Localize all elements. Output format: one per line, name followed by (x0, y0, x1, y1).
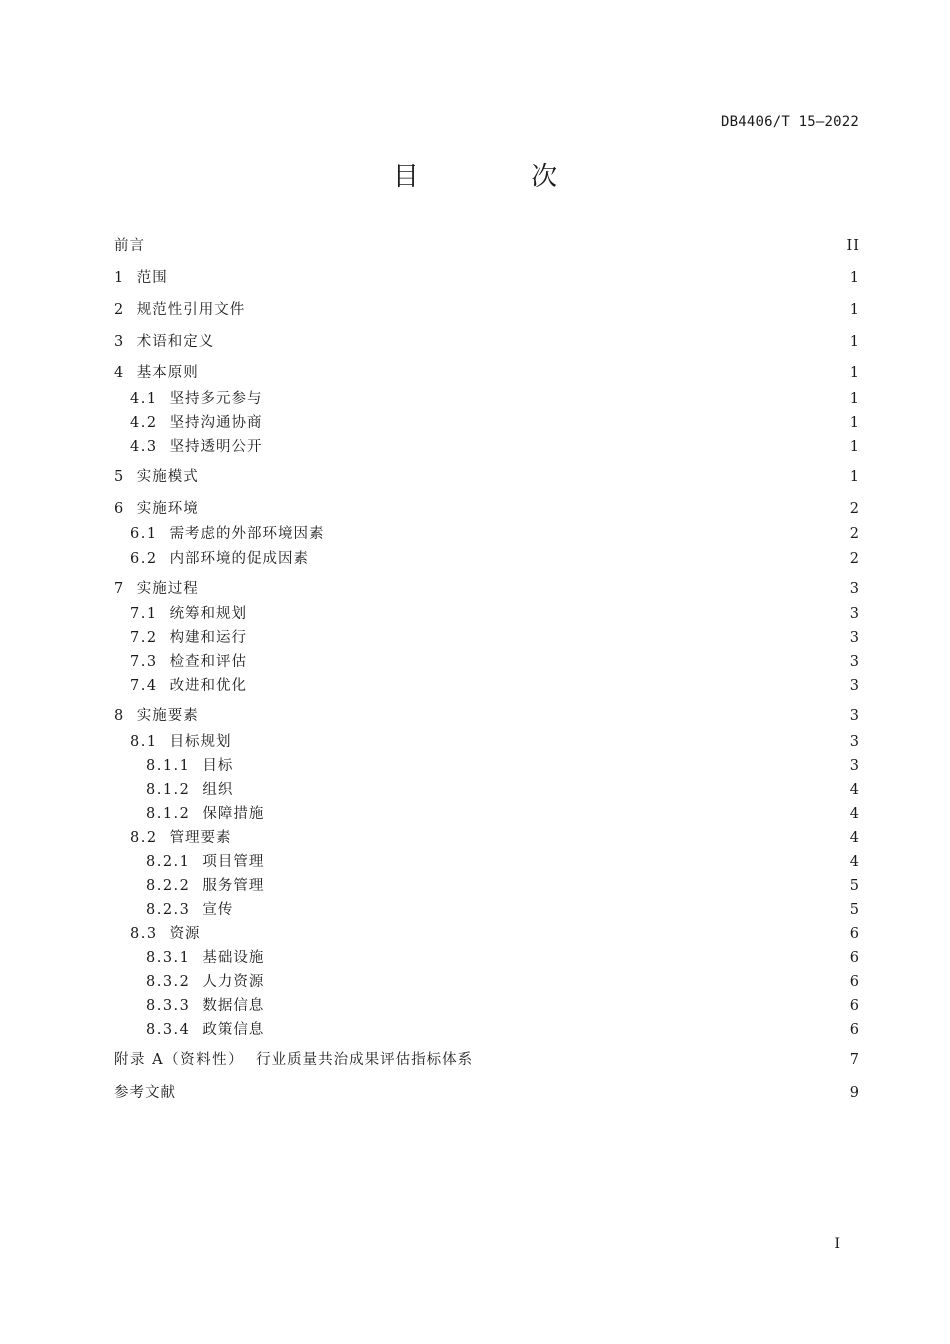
toc-entry-label: 内部环境的促成因素 (169, 551, 310, 567)
toc-entry-label: 规范性引用文件 (136, 302, 246, 318)
toc-leader-dots (236, 828, 846, 848)
toc-entry-label: 坚持多元参与 (169, 391, 263, 407)
toc-entry[interactable] (146, 756, 860, 776)
toc-entry[interactable] (114, 706, 860, 726)
toc-entry[interactable] (130, 549, 860, 569)
toc-leader-dots (203, 499, 846, 519)
toc-entry[interactable] (146, 876, 860, 896)
toc-entry-label: 目标规划 (169, 734, 232, 750)
toc-entry[interactable] (130, 628, 860, 648)
toc-entry-number: 1 (114, 270, 125, 286)
toc-entry-page: 5 (849, 902, 860, 918)
toc-leader-dots (172, 268, 846, 288)
toc-entry-number: 7.1 (130, 606, 158, 622)
toc-entry[interactable] (130, 828, 860, 848)
toc-entry[interactable] (146, 780, 860, 800)
toc-entry[interactable] (114, 1083, 860, 1103)
toc-leader-dots (267, 437, 846, 457)
toc-entry-page: 3 (849, 678, 860, 694)
toc-leader-dots (251, 604, 846, 624)
toc-entry-number: 8.2 (130, 830, 158, 846)
toc-entry-page: 4 (849, 854, 860, 870)
toc-entry-page: 3 (849, 758, 860, 774)
toc-entry[interactable] (146, 804, 860, 824)
toc-entry-label: 资源 (169, 926, 201, 942)
toc-entry-page: 6 (849, 926, 860, 942)
toc-entry-page: 3 (849, 734, 860, 750)
toc-entry-label: 管理要素 (169, 830, 232, 846)
toc-entry-number: 8.2.1 (146, 854, 191, 870)
toc-entry[interactable] (130, 924, 860, 944)
toc-entry[interactable] (130, 676, 860, 696)
toc-entry[interactable] (114, 268, 860, 288)
toc-entry-label: 参考文献 (114, 1085, 176, 1101)
toc-entry-page: 3 (849, 606, 860, 622)
toc-leader-dots (237, 756, 845, 776)
toc-leader-dots (329, 524, 846, 544)
toc-leader-dots (268, 1020, 845, 1040)
toc-entry-page: 1 (849, 391, 860, 407)
toc-leader-dots (237, 780, 845, 800)
toc-entry-label: 前言 (114, 238, 145, 254)
toc-entry-page: 6 (849, 974, 860, 990)
toc-entry-page: 3 (849, 708, 860, 724)
toc-entry-label: 行业质量共治成果评估指标体系 (256, 1052, 474, 1068)
toc-entry-label: 基本原则 (136, 365, 199, 381)
toc-entry-page: 1 (849, 365, 860, 381)
toc-entry-label: 坚持透明公开 (169, 439, 263, 455)
toc-entry-number: 4.3 (130, 439, 158, 455)
toc-leader-dots (268, 852, 845, 872)
toc-entry-page: 4 (849, 830, 860, 846)
toc-entry-page: 3 (849, 581, 860, 597)
toc-entry-label: 宣传 (202, 902, 234, 918)
toc-entry-page: 1 (849, 270, 860, 286)
toc-entry[interactable] (114, 236, 860, 256)
toc-entry-label: 目标 (202, 758, 234, 774)
toc-entry-page: 3 (849, 630, 860, 646)
toc-leader-dots (268, 948, 845, 968)
toc-entry[interactable] (114, 363, 860, 383)
toc-entry-page: 2 (849, 551, 860, 567)
toc-entry-number: 8.2.2 (146, 878, 191, 894)
toc-entry[interactable] (146, 900, 860, 920)
toc-entry-page: 2 (849, 526, 860, 542)
toc-entry-number: 8.3.1 (146, 950, 191, 966)
toc-entry-label: 术语和定义 (136, 334, 215, 350)
toc-entry-page: 9 (849, 1085, 860, 1101)
toc-entry-number: 8.3.2 (146, 974, 191, 990)
toc-entry-page: 3 (849, 654, 860, 670)
toc-entry[interactable] (130, 652, 860, 672)
toc-leader-dots (251, 652, 846, 672)
toc-entry-label: 需考虑的外部环境因素 (169, 526, 325, 542)
toc-entry-number: 2 (114, 302, 125, 318)
toc-entry-number: 附录 A（资料性） (114, 1052, 245, 1068)
toc-entry-number: 8.3 (130, 926, 158, 942)
toc-leader-dots (251, 676, 846, 696)
toc-entry-page: 1 (849, 469, 860, 485)
toc-entry-number: 8 (114, 708, 125, 724)
toc-entry[interactable] (130, 413, 860, 433)
toc-entry-number: 7.4 (130, 678, 158, 694)
toc-leader-dots (267, 413, 846, 433)
toc-entry-number: 4.1 (130, 391, 158, 407)
toc-entry[interactable] (130, 389, 860, 409)
toc-entry-number: 8.3.3 (146, 998, 191, 1014)
toc-entry-label: 构建和运行 (169, 630, 248, 646)
toc-entry-page: 4 (849, 806, 860, 822)
toc-leader-dots (249, 300, 846, 320)
toc-entry[interactable] (146, 996, 860, 1016)
toc-entry[interactable] (114, 332, 860, 352)
toc-entry-number: 4.2 (130, 415, 158, 431)
toc-entry-label: 实施要素 (136, 708, 199, 724)
toc-entry-page: 1 (849, 334, 860, 350)
toc-entry-label: 数据信息 (202, 998, 265, 1014)
toc-entry-number: 6 (114, 501, 125, 517)
toc-entry-page: 4 (849, 782, 860, 798)
toc-entry[interactable] (130, 437, 860, 457)
toc-entry-page: 1 (849, 439, 860, 455)
toc-entry[interactable] (130, 524, 860, 544)
toc-entry-label: 实施环境 (136, 501, 199, 517)
toc-entry-number: 8.1.2 (146, 806, 191, 822)
toc-leader-dots (180, 1083, 846, 1103)
toc-entry-label: 政策信息 (202, 1022, 265, 1038)
toc-entry-label: 范围 (136, 270, 168, 286)
toc-entry[interactable] (130, 604, 860, 624)
toc-entry-number: 8.1.1 (146, 758, 191, 774)
document-code: DB4406/T 15—2022 (720, 114, 859, 130)
toc-leader-dots (237, 900, 845, 920)
toc-leader-dots (268, 876, 845, 896)
toc-entry[interactable] (130, 732, 860, 752)
toc-leader-dots (203, 467, 846, 487)
toc-entry[interactable] (146, 948, 860, 968)
toc-entry[interactable] (114, 1050, 860, 1070)
toc-entry-label: 检查和评估 (169, 654, 248, 670)
toc-entry-number: 8.1 (130, 734, 158, 750)
toc-leader-dots (203, 579, 846, 599)
toc-leader-dots (149, 236, 843, 256)
toc-entry-label: 实施过程 (136, 581, 199, 597)
toc-entry-label: 坚持沟通协商 (169, 415, 263, 431)
toc-leader-dots (203, 706, 846, 726)
toc-leader-dots (218, 332, 846, 352)
toc-leader-dots (477, 1050, 846, 1070)
toc-entry[interactable] (114, 499, 860, 519)
toc-leader-dots (203, 363, 846, 383)
toc-entry[interactable] (146, 1020, 860, 1040)
toc-entry-number: 7.3 (130, 654, 158, 670)
toc-entry[interactable] (146, 852, 860, 872)
toc-entry-page: 7 (849, 1052, 860, 1068)
toc-leader-dots (251, 628, 846, 648)
page-number: I (834, 1236, 840, 1252)
page-title: 目 次 (392, 162, 610, 192)
toc-leader-dots (205, 924, 846, 944)
toc-entry-number: 5 (114, 469, 125, 485)
toc-leader-dots (268, 996, 845, 1016)
toc-entry-label: 人力资源 (202, 974, 265, 990)
toc-leader-dots (236, 732, 846, 752)
toc-entry-number: 6.1 (130, 526, 158, 542)
toc-entry-page: 5 (849, 878, 860, 894)
toc-entry-label: 服务管理 (202, 878, 265, 894)
toc-entry[interactable] (114, 467, 860, 487)
toc-leader-dots (267, 389, 846, 409)
toc-leader-dots (268, 972, 845, 992)
toc-entry-label: 改进和优化 (169, 678, 248, 694)
toc-leader-dots (313, 549, 846, 569)
toc-entry-number: 7.2 (130, 630, 158, 646)
toc-entry-number: 8.3.4 (146, 1022, 191, 1038)
toc-entry-label: 保障措施 (202, 806, 265, 822)
toc-entry-page: 1 (849, 415, 860, 431)
toc-entry-label: 统筹和规划 (169, 606, 248, 622)
toc-entry[interactable] (146, 972, 860, 992)
toc-entry-label: 组织 (202, 782, 234, 798)
toc-entry[interactable] (114, 300, 860, 320)
toc-entry-page: 6 (849, 1022, 860, 1038)
toc-entry-number: 6.2 (130, 551, 158, 567)
toc-entry-number: 3 (114, 334, 125, 350)
toc-entry-number: 7 (114, 581, 125, 597)
toc-entry-page: 2 (849, 501, 860, 517)
toc-entry-page: II (846, 238, 860, 254)
toc-entry[interactable] (114, 579, 860, 599)
toc-entry-number: 8.1.2 (146, 782, 191, 798)
toc-entry-page: 6 (849, 998, 860, 1014)
toc-entry-label: 实施模式 (136, 469, 199, 485)
toc-entry-page: 1 (849, 302, 860, 318)
toc-entry-number: 4 (114, 365, 125, 381)
toc-entry-number: 8.2.3 (146, 902, 191, 918)
toc-entry-label: 项目管理 (202, 854, 265, 870)
toc-leader-dots (268, 804, 845, 824)
toc-entry-page: 6 (849, 950, 860, 966)
toc-entry-label: 基础设施 (202, 950, 265, 966)
